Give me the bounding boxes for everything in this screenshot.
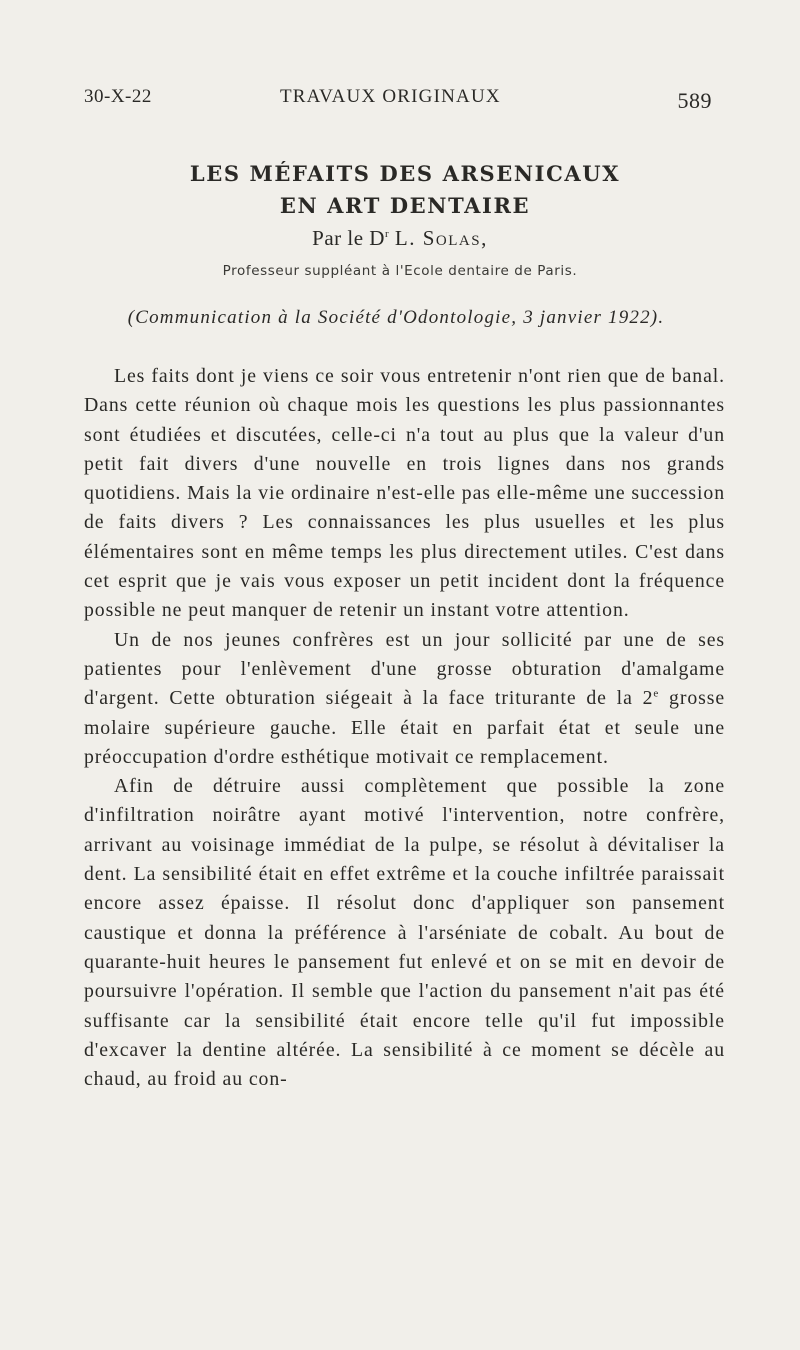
article-title-line-1: LES MÉFAITS DES ARSENICAUX bbox=[189, 161, 621, 186]
byline-superscript: r bbox=[384, 228, 390, 240]
paragraph-2-text-after: grosse molaire supérieure gauche. Elle était en parfait état et seule une préoccupation d'ordre esthétique motivait ce remplacement. bbox=[84, 687, 726, 768]
author-affiliation: Professeur suppléant à l'Ecole dentaire de Paris. bbox=[222, 263, 578, 279]
issue-date: 30-X-22 bbox=[84, 86, 152, 107]
communication-note: (Communication à la Société d'Odontologie, 3 janvier 1922). bbox=[127, 307, 665, 328]
paragraph-2-text-before: Un de nos jeunes confrères est un jour sollicité par une de ses patientes pour l'enlèvement d'une grosse obturation d'amalgame d'argent. Cette obturation siégeait à la face triturante de la 2 bbox=[84, 628, 725, 710]
section-title: TRAVAUX ORIGINAUX bbox=[280, 86, 501, 107]
article-body bbox=[84, 362, 725, 1094]
paragraph-3: Afin de détruire aussi complètement que possible la zone d'infiltration noirâtre ayant motivé l'intervention, notre confrère, arrivant au voisinage immédiat de la pulpe, se résolut à dévitaliser la dent. La sensibilité était en effet extrême et la couche infiltrée paraissait encore assez épaisse. Il résolut donc d'appliquer son pansement caustique et donna la préférence à l'arséniate de cobalt. Au bout de quarante-huit heures le pansement fut enlevé et on se mit en devoir de poursuivre l'opération. Il semble que l'action du pansement n'ait pas été suffisante car la sensibilité était encore telle qu'il fut impossible d'excaver la dentine altérée. La sensibilité à ce moment se décèle au chaud, au froid au con- bbox=[84, 775, 725, 1091]
paragraph-1: Les faits dont je viens ce soir vous entretenir n'ont rien que de banal. Dans cette réunion où chaque mois les questions les plus passionnantes sont étudiées et discutées, celle-ci n'a tout au plus que la valeur d'un petit fait divers d'une nouvelle en trois lignes dans nos grands quotidiens. Mais la vie ordinaire n'est-elle pas elle-même une succession de faits divers ? Les connaissances les plus usuelles et les plus élémentaires sont en même temps les plus directement utiles. C'est dans cet esprit que je vais vous exposer un petit incident dont la fréquence possible ne peut manquer de retenir un instant votre attention. bbox=[84, 365, 725, 622]
paragraph-2 bbox=[84, 626, 725, 772]
article-title-line-2: EN ART DENTAIRE bbox=[279, 193, 531, 218]
page-number: 589 bbox=[677, 88, 712, 113]
running-head bbox=[84, 86, 712, 120]
article-title bbox=[0, 158, 800, 222]
author-byline bbox=[0, 226, 800, 251]
byline-prefix: Par le D bbox=[312, 226, 385, 250]
paragraph-2-superscript: e bbox=[653, 687, 660, 700]
author-name: L. Solas, bbox=[394, 226, 488, 250]
